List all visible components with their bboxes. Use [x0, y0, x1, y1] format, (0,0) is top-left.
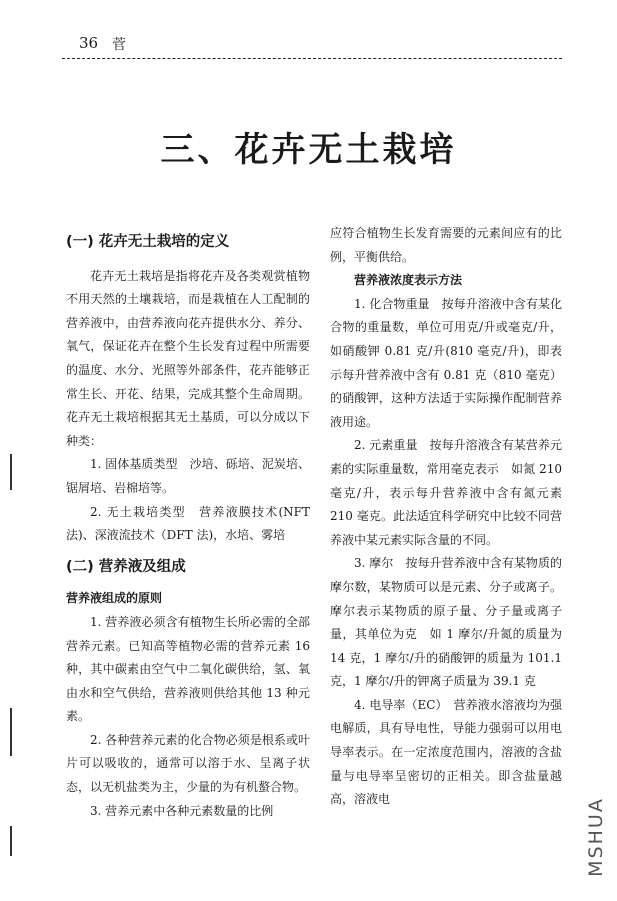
method-conductivity: 4. 电导率（EC） 营养液水溶液均为强电解质，具有导电性，导能力强弱可以用电导率表示。在一定浓度范围内，溶液的含盐量与电导率呈密切的正相关。即含盐量越高，溶液电	[330, 697, 562, 807]
margin-mark	[10, 708, 12, 756]
margin-mark	[10, 826, 12, 856]
watermark-text: MSHUA	[585, 797, 607, 877]
principle-1: 1. 营养液必须含有植物生长所必需的全部营养元素。已知高等植物必需的营养元素 16 种，其中碳素由空气中二氧化碳供给，氢、氧由水和空气供给，营养液则供给其他 13 种元素。	[66, 614, 310, 724]
chapter-title: 三、花卉无土栽培	[160, 130, 457, 170]
section-heading-definition: (一) 花卉无土栽培的定义	[66, 234, 230, 250]
left-column	[66, 231, 310, 823]
principle-2: 2. 各种营养元素的化合物必须是根系或叶片可以吸收的，通常可以溶于水、呈离子状态，以无机盐类为主，少量的为有机螯合物。	[66, 732, 310, 795]
method-element-weight: 2. 元素重量 按每升溶液含有某营养元素的实际重量数，常用毫克表示 如氮 210 毫克/升，表示每升营养液中含有氮元素 210 毫克。此法适宜科学研究中比较不同营养液中某元素实际含量的不同。	[330, 438, 562, 547]
subheading-concentration-methods: 营养液浓度表示方法	[354, 273, 463, 288]
method-compound-weight: 1. 化合物重量 按每升溶液中含有某化合物的重量数，单位可用克/升或毫克/升，如硝酸钾 0.81 克/升(810 毫克/升)，即表示每升营养液中含有 0.81 克（810 毫克）的硝酸钾，这种方法适于实际操作配制营养液用途。	[330, 296, 562, 429]
subheading-composition-principles: 营养液组成的原则	[66, 591, 163, 606]
principle-3-continued: 应符合植物生长发育需要的元素间应有的比例，平衡供给。	[330, 226, 562, 264]
page-header	[62, 34, 562, 58]
margin-mark	[10, 454, 12, 490]
method-molar: 3. 摩尔 按每升营养液中含有某物质的摩尔数，某物质可以是元素、分子或离子。摩尔表示某物质的原子量、分子量或离子量，其单位为克 如 1 摩尔/升氮的质量为 14 克，1 摩尔/升的硝酸钾的质量为 101.1 克，1 摩尔/升的钾离子质量为 39.1 克	[330, 556, 562, 689]
watermark	[578, 782, 614, 892]
running-head-mark: 菅	[112, 37, 126, 53]
right-column	[330, 222, 562, 812]
paragraph-definition: 花卉无土栽培是指将花卉及各类观赏植物不用天然的土壤栽培，而是栽植在人工配制的营养液中，由营养液向花卉提供水分、养分、氧气，保证花卉在整个生长发育过程中所需要的温度、水分、光照等外部条件，花卉能够正常生长、开花、结果，完成其整个生命周期。花卉无土栽培根据其无土基质，可以分成以下种类：	[66, 268, 310, 448]
list-item-solid-substrate: 1. 固体基质类型 沙培、砾培、泥炭培、锯屑培、岩棉培等。	[66, 457, 310, 495]
section-heading-nutrient-solution: (二) 营养液及组成	[66, 558, 186, 575]
list-item-soilless-type: 2. 无土栽培类型 营养液膜技术(NFT 法)、深液流技术（DFT 法)，水培、雾培	[66, 504, 310, 543]
header-rule	[62, 58, 562, 59]
principle-3: 3. 营养元素中各种元素数量的比例	[90, 803, 274, 818]
page-number: 36	[79, 34, 99, 52]
